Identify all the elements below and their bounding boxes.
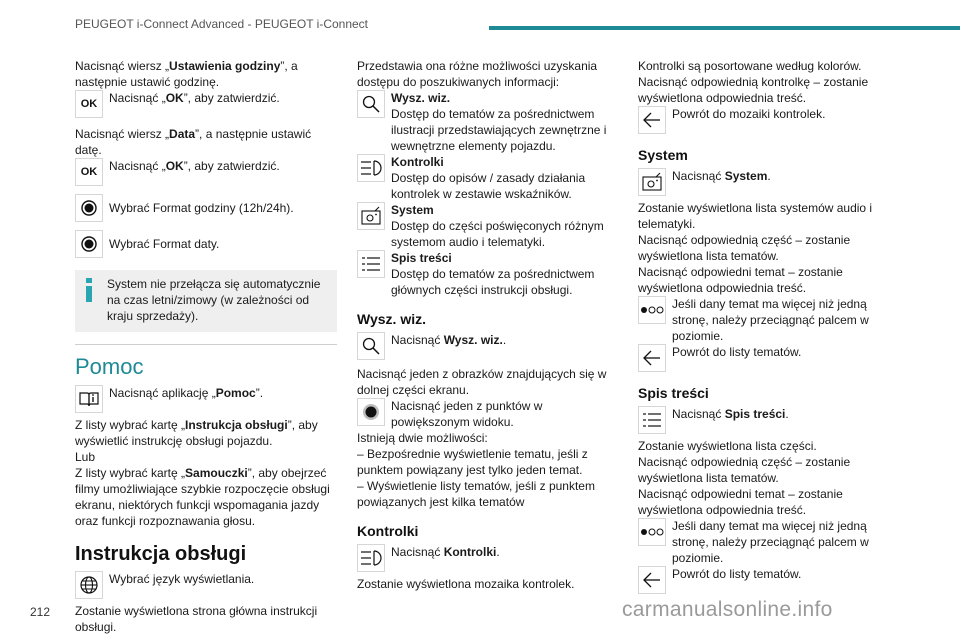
text: Nacisnąć „	[109, 159, 166, 173]
bold-text: Ustawienia godziny	[169, 59, 281, 73]
text: .	[502, 333, 507, 347]
info-note-text: System nie przełącza się automatycznie na czas letni/zimowy (w zależności od kraju sprzedaży).	[107, 277, 321, 323]
search-icon	[357, 90, 385, 118]
ok-step-2	[75, 158, 337, 186]
language-step-text: Wybrać język wyświetlania.	[109, 572, 255, 586]
option-text	[391, 202, 619, 250]
system-step-text	[672, 168, 771, 184]
radio-step-text: Wybrać Format godziny (12h/24h).	[109, 201, 294, 215]
radio-selected-icon	[75, 230, 103, 258]
paragraph-intro: Przedstawia ona różne możliwości uzyskania dostępu do poszukiwanych informacji:	[357, 59, 598, 89]
bold-text: Pomoc	[215, 386, 256, 400]
page-dots-icon	[638, 518, 666, 546]
watermark: carmanualsonline.info	[622, 598, 833, 621]
paragraph-date-setting	[75, 126, 337, 158]
paragraph-option-1: – Bezpośrednie wyświetlenie tematu, jeśli z punktem powiązany jest tylko jeden temat.	[357, 447, 588, 477]
swipe-step-text: Jeśli dany temat ma więcej niż jedną stronę, należy przeciągnąć palcem w poziomie.	[672, 519, 869, 565]
section-heading-kontrolki: Kontrolki	[357, 523, 419, 539]
system-step	[638, 168, 900, 196]
swipe-step-text: Jeśli dany temat ma więcej niż jedną stronę, należy przeciągnąć palcem w poziomie.	[672, 297, 869, 343]
warning-lights-icon	[357, 544, 385, 572]
system-icon	[638, 168, 666, 196]
paragraph-press-topic: Nacisnąć odpowiedni temat – zostanie wyświetlona odpowiednia treść.	[638, 265, 843, 295]
bold-text: System	[724, 169, 768, 183]
list-icon	[357, 250, 385, 278]
bold-text: Wysz. wiz.	[443, 333, 503, 347]
info-icon	[85, 276, 93, 306]
text: ”.	[255, 386, 264, 400]
zoom-point-text: Nacisnąć jeden z punktów w powiększonym widoku.	[391, 399, 543, 429]
pomoc-step	[75, 385, 337, 413]
option-desc: Dostęp do opisów / zasady działania kontrolek w zestawie wskaźników.	[391, 171, 586, 201]
back-arrow-icon	[638, 344, 666, 372]
bold-text: Kontrolki	[443, 545, 497, 559]
bold-text: Spis treści	[724, 407, 786, 421]
ok-step-text	[109, 158, 280, 174]
option-title: System	[391, 203, 434, 217]
paragraph-parts-list: Zostanie wyświetlona lista części.	[638, 439, 817, 453]
option-wysz-wiz	[357, 90, 619, 154]
paragraph-system-list: Zostanie wyświetlona lista systemów audio i telematyki.	[638, 201, 873, 231]
text: ”, aby wyświetlić instrukcję obsługi pojazdu.	[75, 418, 318, 448]
section-title-instrukcja: Instrukcja obsługi	[75, 543, 247, 565]
warning-lights-icon	[357, 154, 385, 182]
paragraph-zoom: Nacisnąć jeden z obrazków znajdujących się w dolnej części ekranu.	[357, 367, 607, 397]
swipe-step-1	[638, 296, 900, 344]
bold-text: OK	[165, 159, 184, 173]
radio-selected-icon	[75, 194, 103, 222]
wysz-step-text	[391, 332, 506, 348]
option-title: Kontrolki	[391, 155, 444, 169]
ok-icon-label: OK	[80, 98, 98, 110]
option-desc: Dostęp do tematów za pośrednictwem głównych części instrukcji obsługi.	[391, 267, 595, 297]
back-arrow-icon	[638, 106, 666, 134]
bold-text: Instrukcja obsługi	[185, 418, 288, 432]
back-step-text: Powrót do listy tematów.	[672, 345, 802, 359]
search-icon	[357, 332, 385, 360]
kontrolki-step	[357, 544, 619, 572]
text: Nacisnąć	[391, 545, 444, 559]
text: .	[785, 407, 789, 421]
section-heading-system: System	[638, 147, 688, 163]
spis-step-text	[672, 406, 789, 422]
globe-icon	[75, 571, 103, 599]
back-step-2	[638, 344, 900, 372]
column-2	[357, 58, 619, 592]
paragraph-press-topic: Nacisnąć odpowiedni temat – zostanie wyświetlona odpowiednia treść.	[638, 487, 843, 517]
swipe-step-2	[638, 518, 900, 566]
header-title: PEUGEOT i-Connect Advanced - PEUGEOT i-Connect	[75, 17, 369, 31]
text: Nacisnąć wiersz „	[75, 59, 170, 73]
option-title: Wysz. wiz.	[391, 91, 451, 105]
wysz-step	[357, 332, 619, 360]
section-heading-spis-tresci: Spis treści	[638, 385, 709, 401]
paragraph-option-2: – Wyświetlenie listy tematów, jeśli z punktem powiązanych jest kilka tematów	[357, 479, 595, 509]
text: Nacisnąć	[672, 169, 725, 183]
text: Nacisnąć aplikację „	[109, 386, 216, 400]
option-text	[391, 90, 619, 154]
paragraph-instrukcja	[75, 417, 337, 449]
back-step-3	[638, 566, 900, 594]
text: Nacisnąć „	[109, 91, 166, 105]
option-system	[357, 202, 619, 250]
text: ”, aby obejrzeć filmy umożliwiające szybkie rozpoczęcie obsługi ekranu, niektórych funkcji wspomagania jazdy oraz funkcji rozpoznawania głosu.	[75, 466, 330, 528]
paragraph-home-page: Zostanie wyświetlona strona główna instrukcji obsługi.	[75, 604, 318, 634]
paragraph-press-part: Nacisnąć odpowiednią część – zostanie wyświetlona lista tematów.	[638, 455, 851, 485]
paragraph-press-light: Nacisnąć odpowiednią kontrolkę – zostanie wyświetlona odpowiednia treść.	[638, 75, 869, 105]
text: Z listy wybrać kartę „	[75, 466, 186, 480]
back-step-text: Powrót do mozaiki kontrolek.	[672, 107, 826, 121]
ok-step-text	[109, 90, 280, 106]
radio-step-text: Wybrać Format daty.	[109, 237, 220, 251]
text: Nacisnąć wiersz „	[75, 127, 170, 141]
text: Nacisnąć	[391, 333, 444, 347]
option-desc: Dostęp do części poświęconych różnym systemom audio i telematyki.	[391, 219, 604, 249]
paragraph-samouczki	[75, 465, 337, 529]
paragraph-lub: Lub	[75, 450, 96, 464]
paragraph-press-part: Nacisnąć odpowiednią część – zostanie wyświetlona lista tematów.	[638, 233, 851, 263]
pomoc-step-text	[109, 385, 263, 401]
info-note	[75, 270, 337, 332]
kontrolki-step-text	[391, 544, 500, 560]
spis-step	[638, 406, 900, 434]
zoom-point-step	[357, 398, 619, 430]
bold-text: Data	[169, 127, 196, 141]
text: Z listy wybrać kartę „	[75, 418, 186, 432]
text: ”, a następnie ustawić godzinę.	[75, 59, 298, 89]
ok-button-icon	[75, 158, 103, 186]
column-1	[75, 58, 337, 635]
section-title-pomoc: Pomoc	[75, 354, 144, 379]
page-dots-icon	[638, 296, 666, 324]
ok-icon-label: OK	[80, 166, 98, 178]
option-desc: Dostęp do tematów za pośrednictwem ilustracji przedstawiających zewnętrzne i wewnętrzne elementy pojazdu.	[391, 107, 607, 153]
ok-button-icon	[75, 90, 103, 118]
page-header	[0, 0, 960, 40]
paragraph-sorted: Kontrolki są posortowane według kolorów.	[638, 59, 862, 73]
paragraph-mozaika: Zostanie wyświetlona mozaika kontrolek.	[357, 577, 575, 591]
ok-step-1	[75, 90, 337, 118]
back-step-1	[638, 106, 900, 134]
text: ”, a następnie ustawić datę.	[75, 127, 312, 157]
bold-text: OK	[165, 91, 184, 105]
option-spis-tresci	[357, 250, 619, 298]
book-icon	[75, 385, 103, 413]
list-icon	[638, 406, 666, 434]
option-text	[391, 250, 619, 298]
radio-step-date-format	[75, 230, 337, 258]
text: .	[496, 545, 500, 559]
paragraph-time-setting	[75, 58, 337, 90]
language-step	[75, 571, 337, 599]
page-number: 212	[30, 605, 51, 619]
column-3	[638, 58, 900, 594]
option-kontrolki	[357, 154, 619, 202]
text: Nacisnąć	[672, 407, 725, 421]
back-arrow-icon	[638, 566, 666, 594]
paragraph-two-options: Istnieją dwie możliwości:	[357, 431, 488, 445]
header-accent-bar	[489, 26, 960, 30]
point-icon	[357, 398, 385, 426]
bold-text: Samouczki	[185, 466, 248, 480]
option-title: Spis treści	[391, 251, 452, 265]
back-step-text: Powrót do listy tematów.	[672, 567, 802, 581]
option-text	[391, 154, 619, 202]
text: ”, aby zatwierdzić.	[183, 159, 280, 173]
section-heading-wysz-wiz: Wysz. wiz.	[357, 311, 426, 327]
system-icon	[357, 202, 385, 230]
text: .	[767, 169, 771, 183]
text: ”, aby zatwierdzić.	[183, 91, 280, 105]
radio-step-time-format	[75, 194, 337, 222]
